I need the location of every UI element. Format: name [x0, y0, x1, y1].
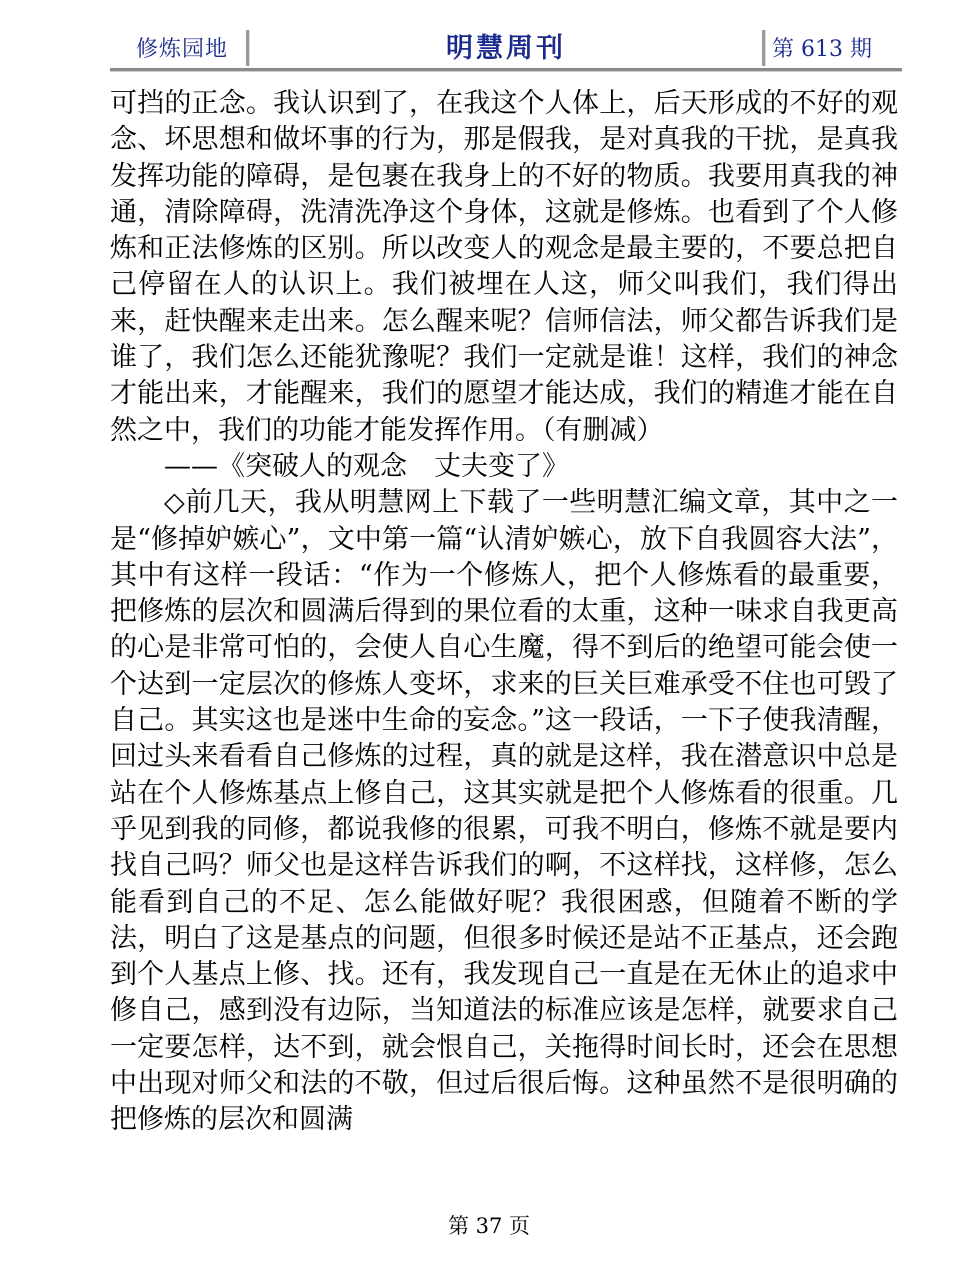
paragraph: 可挡的正念。我认识到了，在我这个人体上，后天形成的不好的观念、坏思想和做坏事的行为，那是假我，是对真我的干扰，是真我发挥功能的障碍，是包裹在我身上的不好的物质。我要用真我的神通，清除障碍，洗清洗净这个身体，这就是修炼。也看到了个人修炼和正法修炼的区别。所以改变人的观念是最主要的，不要总把自己停留在人的认识上。我们被埋在人这，师父叫我们，我们得出来，赶快醒来走出来。怎么醒来呢？信师信法，师父都告诉我们是谁了，我们怎么还能犹豫呢？我们一定就是谁！这样，我们的神念才能出来，才能醒来，我们的愿望才能达成，我们的精進才能在自然之中，我们的功能才能发挥作用。（有删减）: [110, 88, 898, 446]
page-number: 第 37 页: [447, 1214, 531, 1238]
issue-number: 第 613 期: [772, 37, 872, 62]
section-label: 修炼园地: [136, 37, 229, 62]
citation: ——《突破人的观念 丈夫变了》: [164, 450, 569, 482]
article-body: [110, 86, 898, 1139]
header-rule: [110, 68, 902, 72]
publication-title: 明慧周刊: [446, 33, 566, 64]
page-header: [110, 26, 902, 70]
paragraph: ◇前几天，我从明慧网上下载了一些明慧汇编文章，其中之一是“修掉妒嫉心”，文中第一篇“认清妒嫉心，放下自我圆容大法”，其中有这样一段话：“作为一个修炼人，把个人修炼看的最重要，把修炼的层次和圆满后得到的果位看的太重，这种一味求自我更高的心是非常可怕的，会使人自心生魔，得不到后的绝望可能会使一个达到一定层次的修炼人变坏，求来的巨关巨难承受不住也可毁了自己。其实这也是迷中生命的妄念。”这一段话，一下子使我清醒，回过头来看看自己修炼的过程，真的就是这样，我在潜意识中总是站在个人修炼基点上修自己，这其实就是把个人修炼看的很重。几乎见到我的同修，都说我修的很累，可我不明白，修炼不就是要内找自己吗？师父也是这样告诉我们的啊，不这样找，这样修，怎么能看到自己的不足、怎么能做好呢？我很困惑，但随着不断的学法，明白了这是基点的问题，但很多时候还是站不正基点，还会跑到个人基点上修、找。还有，我发现自己一直是在无休止的追求中修自己，感到没有边际，当知道法的标准应该是怎样，就要求自己一定要怎样，达不到，就会恨自己，关拖得时间长时，还会在思想中出现对师父和法的不敬，但过后很后悔。这种虽然不是很明确的把修炼的层次和圆满: [110, 487, 898, 1136]
header-divider-right: [762, 30, 766, 66]
